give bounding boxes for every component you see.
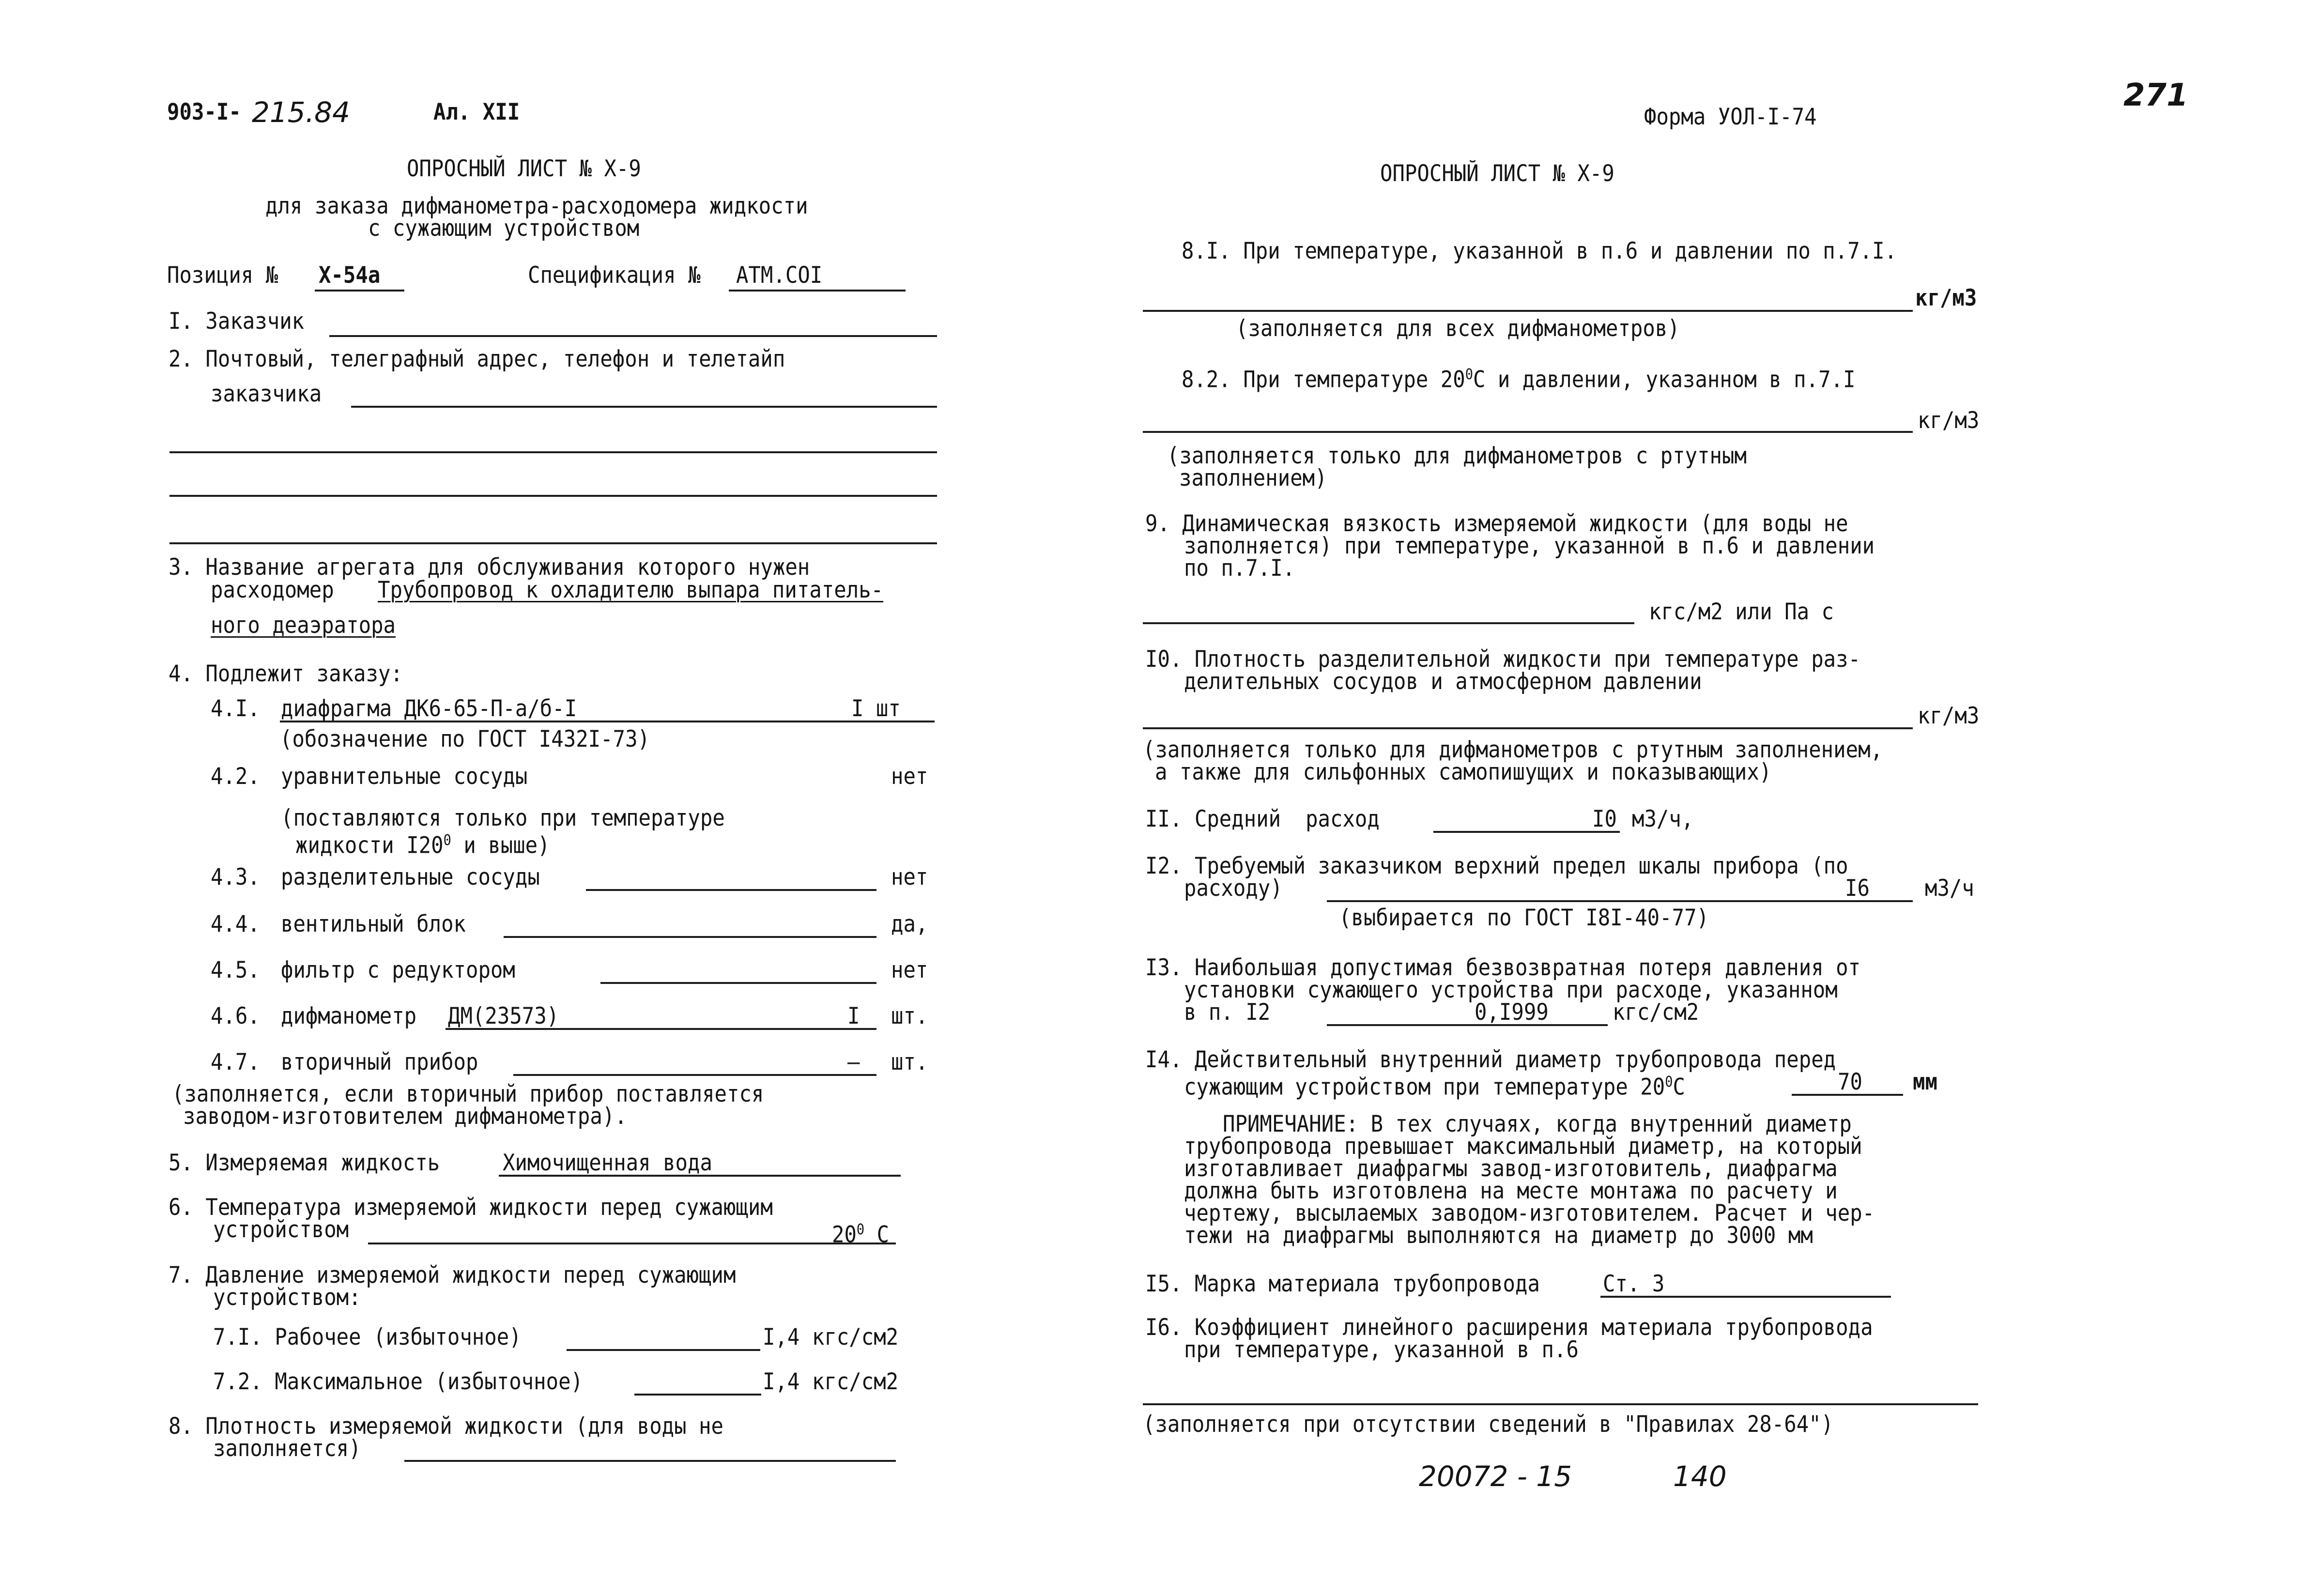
item-6-temperature: 6. Температура измеряемой жидкости перед сужающим [169, 1194, 773, 1221]
item-4-3-label: разделительные сосуды [281, 864, 540, 890]
item-16-note: (заполняется при отсутствии сведений в "Правилах 28-64") [1143, 1411, 1834, 1438]
item-11-value: I0 [1592, 806, 1617, 832]
item-4-5-underline [600, 982, 876, 984]
item-3-flowmeter-label: расходомер [211, 577, 334, 603]
item-4-4-underline [504, 936, 876, 938]
specification-label: Спецификация № [528, 262, 701, 289]
item-4-1-number: 4.I. [211, 695, 260, 722]
item-13-pressure-loss: I3. Наибольшая допустимая безвозвратная потеря давления от [1145, 954, 1861, 981]
item-13-value: 0,I999 [1475, 999, 1549, 1026]
item-4-4-value: да, [891, 911, 928, 937]
specification-underline [729, 290, 906, 292]
item-4-7-quantity: – [847, 1049, 860, 1075]
item-7-2-label: 7.2. Максимальное (избыточное) [213, 1368, 584, 1395]
item-5-liquid-value: Химочищенная вода [503, 1150, 712, 1176]
address-field-line-1 [351, 406, 937, 408]
page-title-right: ОПРОСНЫЙ ЛИСТ № X-9 [1380, 160, 1614, 187]
item-12-upper-limit: I2. Требуемый заказчиком верхний предел шкалы прибора (по [1145, 853, 1848, 879]
item-7-1-underline [567, 1349, 760, 1351]
item-4-1-underline [280, 721, 935, 722]
position-value: X-54а [319, 262, 381, 289]
item-14-inner-diameter-cont: сужающим устройством при температуре $20^0С$ [1184, 1074, 1685, 1101]
item-8-2-note-2: заполнением) [1179, 465, 1327, 491]
item-4-4-label: вентильный блок [281, 911, 466, 937]
item-1-customer: I. Заказчик [169, 308, 305, 335]
item-9-viscosity-cont: заполняется) при температуре, указанной в п.6 и давлении [1184, 533, 1875, 559]
footer-handwritten-code: 20072 - 15 [1419, 1460, 1572, 1493]
item-11-average-flow: II. Средний расход [1145, 806, 1380, 832]
address-field-line-4 [169, 542, 937, 544]
item-4-7-number: 4.7. [211, 1049, 260, 1075]
item-9-viscosity-cont-2: по п.7.I. [1184, 555, 1295, 582]
customer-field-line [329, 335, 937, 337]
item-15-value: Ст. 3 [1603, 1271, 1665, 1297]
item-8-2-underline [1143, 431, 1913, 433]
item-16-underline [1143, 1403, 1978, 1405]
item-4-1-value: диафрагма ДК6-65-П-а/б-I [281, 695, 577, 722]
item-13-unit: кгс/см2 [1613, 999, 1699, 1026]
position-underline [315, 290, 404, 292]
document-code-handwritten: 215.84 [252, 96, 350, 129]
item-4-6-underline [446, 1028, 876, 1030]
item-5-underline [499, 1175, 901, 1177]
note-line-5: чертежу, высылаемых заводом-изготовителем. Расчет и чер- [1184, 1200, 1875, 1227]
item-4-to-order: 4. Подлежит заказу: [169, 660, 403, 687]
item-4-2-number: 4.2. [211, 763, 260, 790]
item-4-3-value: нет [891, 864, 928, 890]
item-4-6-quantity: I [847, 1003, 860, 1029]
item-8-1-note: (заполняется для всех дифманометров) [1236, 315, 1680, 342]
note-line-3: изготавливает диафрагмы завод-изготовитель, диафрагма [1184, 1155, 1838, 1182]
note-line-2: трубопровода превышает максимальный диаметр, на который [1184, 1133, 1862, 1160]
item-4-7-note-2: заводом-изготовителем дифманометра). [183, 1103, 627, 1130]
item-9-unit: кгс/м2 или Па с [1649, 598, 1834, 625]
item-10-note-1: (заполняется только для дифманометров с ртутным заполнением, [1143, 737, 1883, 763]
item-6-value: $20^0$ С [832, 1221, 890, 1248]
item-7-pressure-cont: устройством: [213, 1284, 361, 1311]
item-4-7-underline [513, 1074, 876, 1076]
item-7-2-value: I,4 кгс/см2 [763, 1368, 899, 1395]
address-field-line-2 [169, 451, 937, 453]
sheet-label: Ал. XII [433, 99, 520, 125]
item-14-value: 70 [1838, 1069, 1862, 1095]
item-4-2-value: нет [891, 763, 928, 790]
item-4-3-number: 4.3. [211, 864, 260, 890]
item-10-underline [1143, 727, 1913, 729]
item-13-pressure-loss-cont-2: в п. I2 [1184, 999, 1271, 1026]
item-11-unit: м3/ч, [1632, 806, 1694, 832]
subtitle-line-1: для заказа дифманометра-расходомера жидкости [265, 193, 808, 219]
item-12-underline [1327, 900, 1913, 902]
note-line-1: ПРИМЕЧАНИЕ: В тех случаях, когда внутренний диаметр [1223, 1111, 1852, 1137]
item-3-unit-value: Трубопровод к охладителю выпара питатель- [378, 577, 884, 603]
item-8-2-density: 8.2. При температуре $20^0С$ и давлении, указанном в п.7.I [1182, 366, 1856, 393]
item-14-inner-diameter: I4. Действительный внутренний диаметр трубопровода перед [1145, 1046, 1836, 1073]
item-12-unit: м3/ч [1925, 875, 1974, 902]
item-10-separating-density-cont: делительных сосудов и атмосферном давлении [1184, 668, 1702, 695]
item-7-1-value: I,4 кгс/см2 [763, 1324, 899, 1350]
item-14-unit: мм [1913, 1069, 1937, 1095]
item-7-pressure: 7. Давление измеряемой жидкости перед сужающим [169, 1262, 736, 1289]
item-12-upper-limit-cont: расходу) [1184, 875, 1283, 902]
item-4-1-note: (обозначение по ГОСТ I432I-73) [280, 726, 650, 752]
item-12-value: I6 [1845, 875, 1870, 902]
item-4-6-number: 4.6. [211, 1003, 260, 1029]
item-8-1-unit: кг/м3 [1915, 285, 1977, 311]
item-10-unit: кг/м3 [1918, 703, 1980, 729]
subtitle-line-2: с сужающим устройством [368, 215, 640, 242]
item-2-address-cont: заказчика [211, 381, 322, 407]
item-3-unit-name: 3. Название агрегата для обслуживания которого нужен [169, 554, 810, 581]
note-line-4: должна быть изготовлена на месте монтажа по расчету и [1184, 1178, 1838, 1204]
item-16-expansion-coefficient-cont: при температуре, указанной в п.6 [1184, 1336, 1579, 1363]
specification-value: АТМ.СОI [736, 262, 823, 289]
item-8-2-unit: кг/м3 [1918, 407, 1980, 434]
form-code: Форма УОЛ-I-74 [1644, 104, 1817, 130]
item-13-underline [1327, 1024, 1608, 1026]
position-label: Позиция № [167, 262, 278, 289]
item-9-underline [1143, 622, 1634, 624]
item-4-2-label: уравнительные сосуды [281, 763, 528, 790]
item-4-4-number: 4.4. [211, 911, 260, 937]
address-field-line-3 [169, 495, 937, 497]
item-4-3-underline [586, 889, 876, 891]
item-2-address: 2. Почтовый, телеграфный адрес, телефон и телетайп [169, 346, 785, 372]
item-16-expansion-coefficient: I6. Коэффициент линейного расширения материала трубопровода [1145, 1314, 1873, 1341]
item-4-5-number: 4.5. [211, 957, 260, 983]
item-10-note-2: а также для сильфонных самопишущих и показывающих) [1155, 759, 1772, 785]
item-4-6-label: дифманометр [281, 1003, 417, 1029]
item-15-material: I5. Марка материала трубопровода [1145, 1271, 1540, 1297]
item-12-note: (выбирается по ГОСТ I8I-40-77) [1339, 905, 1709, 931]
item-4-7-label: вторичный прибор [281, 1049, 478, 1075]
item-10-separating-density: I0. Плотность разделительной жидкости при температуре раз- [1145, 646, 1861, 673]
item-4-7-unit: шт. [891, 1049, 928, 1075]
document-code: 903-I- [167, 99, 241, 125]
item-4-5-value: нет [891, 957, 928, 983]
item-6-underline [368, 1243, 896, 1244]
item-9-viscosity: 9. Динамическая вязкость измеряемой жидкости (для воды не [1145, 510, 1848, 537]
item-4-5-label: фильтр с редуктором [281, 957, 515, 983]
page-title: ОПРОСНЫЙ ЛИСТ № X-9 [407, 155, 641, 182]
item-4-2-note-1: (поставляются только при температуре [281, 805, 725, 831]
item-8-1-underline [1143, 310, 1913, 312]
item-8-1-density: 8.I. При температуре, указанной в п.6 и давлении по п.7.I. [1182, 238, 1897, 264]
item-8-underline [404, 1460, 896, 1462]
note-line-6: тежи на диафрагмы выполняются на диаметр до 3000 мм [1184, 1222, 1813, 1249]
item-4-1-quantity: I шт [851, 695, 901, 722]
item-8-density-cont: заполняется) [213, 1435, 361, 1462]
item-13-pressure-loss-cont: установки сужающего устройства при расходе, указанном [1184, 977, 1838, 1003]
left-page [0, 0, 1133, 1596]
item-4-2-note-2: жидкости $I20^0$ и выше) [295, 832, 550, 859]
item-4-7-note-1: (заполняется, если вторичный прибор поставляется [172, 1081, 764, 1107]
page-number: 271 [2123, 77, 2188, 113]
item-5-liquid-label: 5. Измеряемая жидкость [169, 1150, 440, 1176]
item-8-2-note-1: (заполняется только для дифманометров с ртутным [1167, 443, 1747, 469]
item-4-6-value: ДМ(23573) [448, 1003, 559, 1029]
item-6-temperature-cont: устройством [213, 1216, 349, 1243]
footer-handwritten-number: 140 [1673, 1460, 1727, 1493]
item-8-density: 8. Плотность измеряемой жидкости (для воды не [169, 1413, 724, 1440]
right-page [1133, 0, 2305, 1596]
item-15-underline [1600, 1296, 1891, 1298]
item-7-1-label: 7.I. Рабочее (избыточное) [213, 1324, 522, 1350]
item-3-unit-value-cont: ного деаэратора [211, 612, 396, 639]
item-7-2-underline [634, 1394, 761, 1396]
item-4-6-unit: шт. [891, 1003, 928, 1029]
